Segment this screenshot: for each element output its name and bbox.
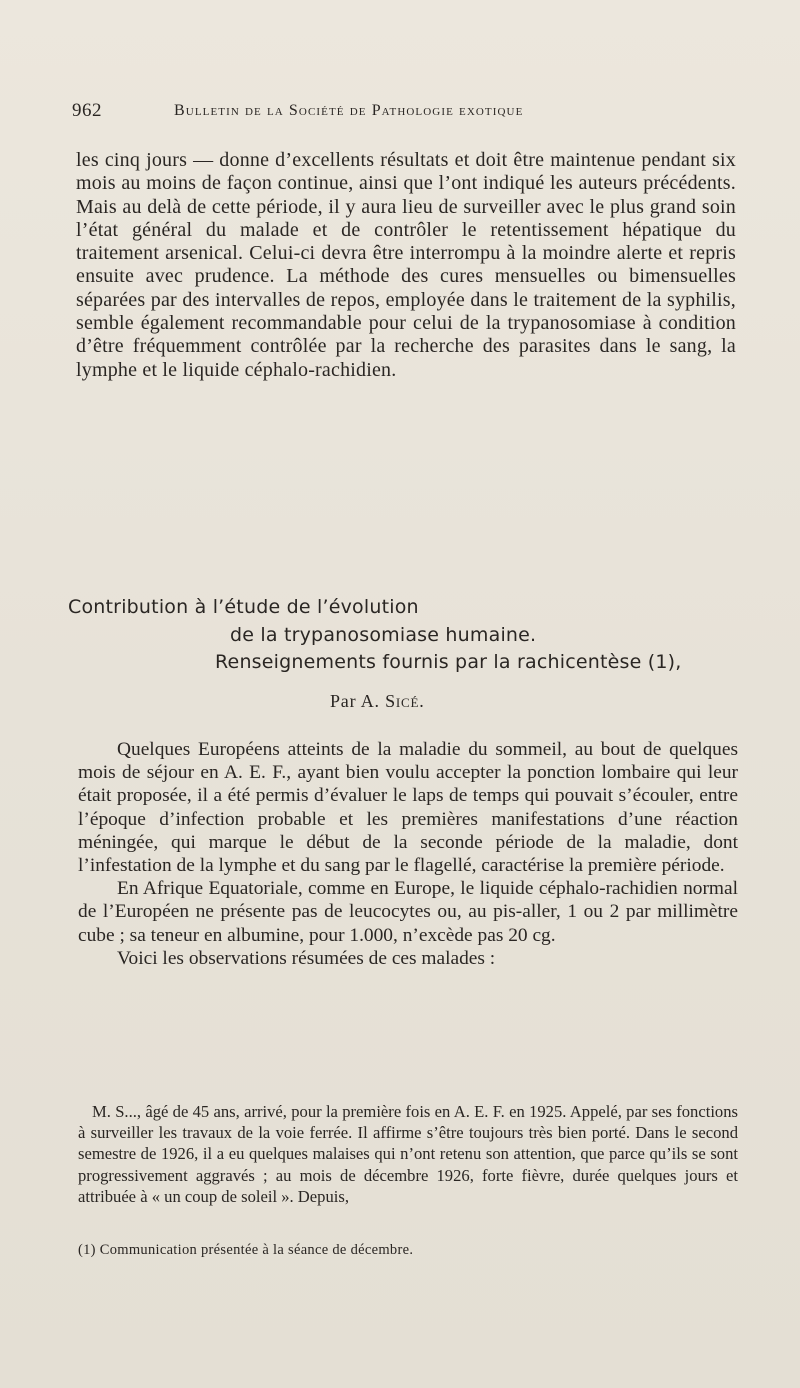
page-number: 962 — [72, 100, 102, 121]
author-prefix: Par A. — [330, 691, 386, 711]
continued-paragraph: les cinq jours — donne d’excellents résultats et doit être maintenue pendant six mois au moins de façon continue, ainsi que l’ont indiqué les auteurs précédents. Mais au delà de cette période, il y aura lieu de surveiller avec le plus grand soin l’état général du malade et de contrôler le retentissement hépatique du traitement arsenical. Celui-ci devra être interrompu à la moindre alerte et repris ensuite avec prudence. La méthode des cures mensuelles ou bimensuelles séparées par des intervalles de repos, employée dans le traitement de la syphilis, semble également recommandable pour celui de la trypanosomiase à condition d’être fréquemment contrôlée par la recherche des parasites dans le sang, la lymphe et le liquide céphalo-rachidien. — [76, 149, 736, 381]
article-title-line-3: Renseignements fournis par la rachicentèse (1), — [215, 651, 682, 673]
article-body — [78, 738, 738, 970]
body-paragraph: Quelques Européens atteints de la maladie du sommeil, au bout de quelques mois de séjour en A. E. F., ayant bien voulu accepter la ponction lombaire qui leur était proposée, il a été permis d’évaluer le laps de temps qui pouvait s’écouler, entre l’époque d’infection probable et les premières manifestations d’une réaction méningée, qui marque le début de la seconde période de la maladie, dont l’infestation de la lymphe et du sang par le flagellé, caractérise la première période. — [78, 739, 738, 877]
body-paragraph: En Afrique Equatoriale, comme en Europe, le liquide céphalo-rachidien normal de l’Européen ne présente pas de leucocytes ou, au pis-aller, 1 ou 2 par millimètre cube ; sa teneur en albumine, pour 1.000, n’excède pas 20 cg. — [78, 878, 738, 946]
page-header — [72, 100, 730, 126]
article-title-line-2: de la trypanosomiase humaine. — [230, 624, 537, 646]
article-author — [330, 691, 425, 712]
case-observation: M. S..., âgé de 45 ans, arrivé, pour la première fois en A. E. F. en 1925. Appelé, par ses fonctions à surveiller les travaux de la voie ferrée. Il affirme s’être toujours très bien porté. Dans le second semestre de 1926, il a eu quelques malaises qui n’ont retenu son attention, que parce qu’ils se sont progressivement aggravés ; au mois de décembre 1926, forte fièvre, durée quelques jours et attribuée à « un coup de soleil ». Depuis, — [78, 1102, 738, 1206]
article-title-line-1: Contribution à l’étude de l’évolution — [68, 596, 419, 618]
body-paragraph: Voici les observations résumées de ces malades : — [117, 947, 496, 969]
footnote: (1) Communication présentée à la séance de décembre. — [78, 1242, 414, 1258]
author-name: Sicé. — [385, 691, 425, 711]
running-title: Bulletin de la Société de Pathologie exotique — [174, 102, 524, 119]
